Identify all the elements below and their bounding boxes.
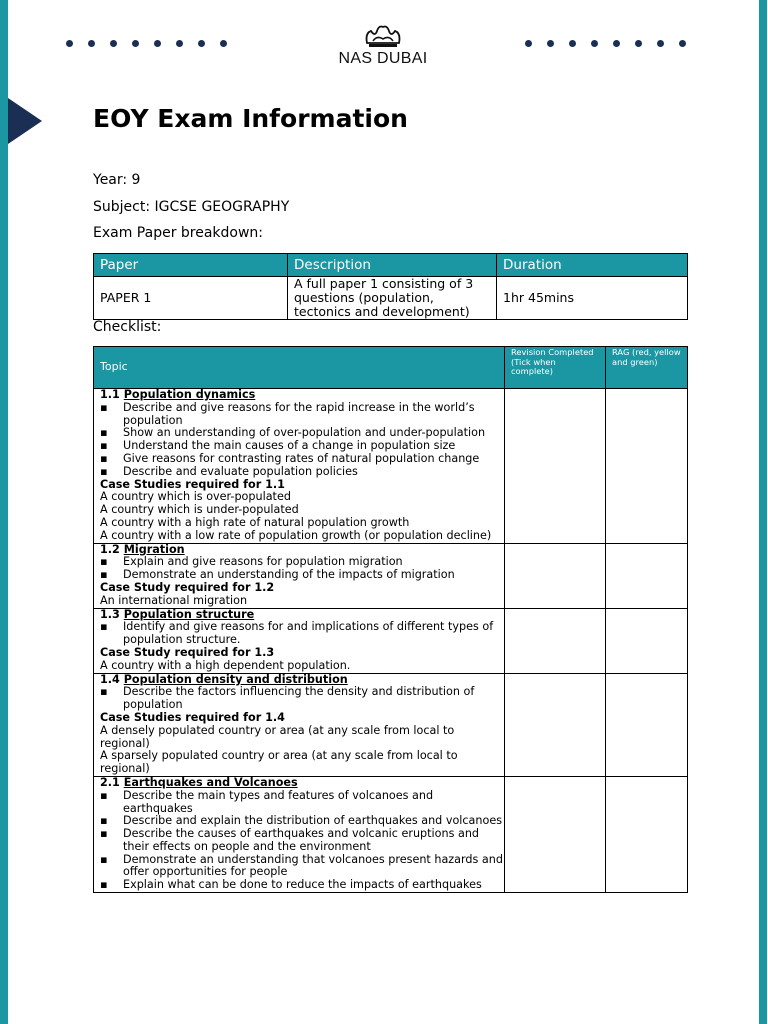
list-item: ▪ Describe the factors influencing the density and distribution of population [100, 686, 504, 712]
section-number: 1.4 [100, 672, 120, 686]
checklist-table [93, 346, 688, 893]
checklist-row [94, 608, 688, 673]
section-title: Population dynamics [123, 388, 256, 401]
case-study-item: A country which is over-populated [100, 490, 291, 504]
topic-cell [94, 543, 505, 608]
section-title: Population structure [123, 607, 255, 621]
revision-checkbox-cell[interactable] [505, 389, 606, 544]
list-item: ▪ Describe the causes of earthquakes and volcanic eruptions and their effects on people and the environment [100, 828, 504, 854]
school-logo [330, 23, 436, 68]
section-number: 1.2 [100, 542, 120, 556]
duration-cell: 1hr 45mins [497, 277, 688, 320]
case-study-heading: Case Studies required for 1.4 [100, 710, 285, 724]
checklist-row [94, 673, 688, 776]
logo-text: NAS DUBAI [338, 50, 428, 67]
list-item: ▪ Show an understanding of over-population and under-population [100, 427, 504, 440]
left-accent-bar [0, 0, 8, 1024]
breakdown-label: Exam Paper breakdown: [93, 225, 264, 241]
checklist-label: Checklist: [93, 319, 162, 335]
rag-status-cell[interactable] [606, 543, 688, 608]
section-heading [100, 777, 504, 790]
list-item: ▪ Explain what can be done to reduce the impacts of earthquakes [100, 879, 504, 892]
list-item: ▪ Describe and give reasons for the rapid increase in the world’s population [100, 402, 504, 428]
duration-col-header: Duration [497, 254, 688, 277]
section-number: 1.3 [100, 607, 120, 621]
revision-col-header: Revision Completed (Tick when complete) [505, 347, 606, 389]
rag-status-cell[interactable] [606, 776, 688, 892]
case-study-item: A sparsely populated country or area (at any scale from local to regional) [100, 749, 458, 776]
list-item: ▪ Understand the main causes of a change in population size [100, 440, 504, 453]
case-study-item: A densely populated country or area (at any scale from local to regional) [100, 723, 455, 750]
topic-cell [94, 673, 505, 776]
revision-checkbox-cell[interactable] [505, 673, 606, 776]
page-title: EOY Exam Information [93, 104, 408, 133]
list-item: ▪ Demonstrate an understanding of the impacts of migration [100, 569, 504, 582]
section-number: 1.1 [100, 388, 120, 401]
list-item: ▪ Identify and give reasons for and implications of different types of population structure. [100, 621, 504, 647]
section-number: 2.1 [100, 775, 120, 789]
checklist-header-row [94, 347, 688, 389]
case-study-heading: Case Study required for 1.2 [100, 580, 275, 594]
right-accent-bar [759, 0, 767, 1024]
list-item: ▪ Demonstrate an understanding that volcanoes present hazards and offer opportunities for people [100, 854, 504, 880]
section-title: Population density and distribution [123, 672, 348, 686]
list-item: ▪ Give reasons for contrasting rates of natural population change [100, 453, 504, 466]
list-item: ▪ Explain and give reasons for population migration [100, 556, 504, 569]
paper-cell: PAPER 1 [94, 277, 288, 320]
revision-checkbox-cell[interactable] [505, 543, 606, 608]
topic-cell [94, 389, 505, 544]
subject-line: Subject: IGCSE GEOGRAPHY [93, 199, 290, 215]
list-item: ▪ Describe and explain the distribution of earthquakes and volcanoes [100, 815, 504, 828]
arrow-marker-icon [8, 98, 42, 144]
topic-cell [94, 608, 505, 673]
rag-col-header: RAG (red, yellow and green) [606, 347, 688, 389]
paper-col-header: Paper [94, 254, 288, 277]
section-title: Earthquakes and Volcanoes [123, 775, 298, 789]
topic-cell [94, 776, 505, 892]
rag-status-cell[interactable] [606, 389, 688, 544]
rag-status-cell[interactable] [606, 608, 688, 673]
checklist-row [94, 543, 688, 608]
paper-table-header-row [94, 254, 688, 277]
checklist-row [94, 389, 688, 544]
crown-emblem-icon [363, 23, 403, 49]
description-cell: A full paper 1 consisting of 3 questions (population, tectonics and development) [288, 277, 497, 320]
section-title: Migration [123, 542, 185, 556]
revision-checkbox-cell[interactable] [505, 776, 606, 892]
case-study-heading: Case Studies required for 1.1 [100, 477, 285, 491]
header-dots-left [66, 40, 240, 47]
header-dots-right [525, 40, 700, 47]
case-study-item: An international migration [100, 593, 248, 607]
rag-status-cell[interactable] [606, 673, 688, 776]
checklist-row [94, 776, 688, 892]
case-study-item: A country with a high dependent population. [100, 658, 351, 672]
case-study-item: A country with a high rate of natural population growth [100, 515, 410, 529]
description-col-header: Description [288, 254, 497, 277]
topic-col-header: Topic [94, 347, 505, 389]
case-study-heading: Case Study required for 1.3 [100, 645, 275, 659]
list-item: ▪ Describe and evaluate population policies [100, 466, 504, 479]
case-study-item: A country which is under-populated [100, 503, 299, 517]
case-study-item: A country with a low rate of population growth (or population decline) [100, 528, 492, 542]
section-heading [100, 389, 504, 402]
revision-checkbox-cell[interactable] [505, 608, 606, 673]
year-line: Year: 9 [93, 172, 141, 188]
exam-paper-table [93, 253, 688, 320]
table-row [94, 277, 688, 320]
list-item: ▪ Describe the main types and features of volcanoes and earthquakes [100, 790, 504, 816]
